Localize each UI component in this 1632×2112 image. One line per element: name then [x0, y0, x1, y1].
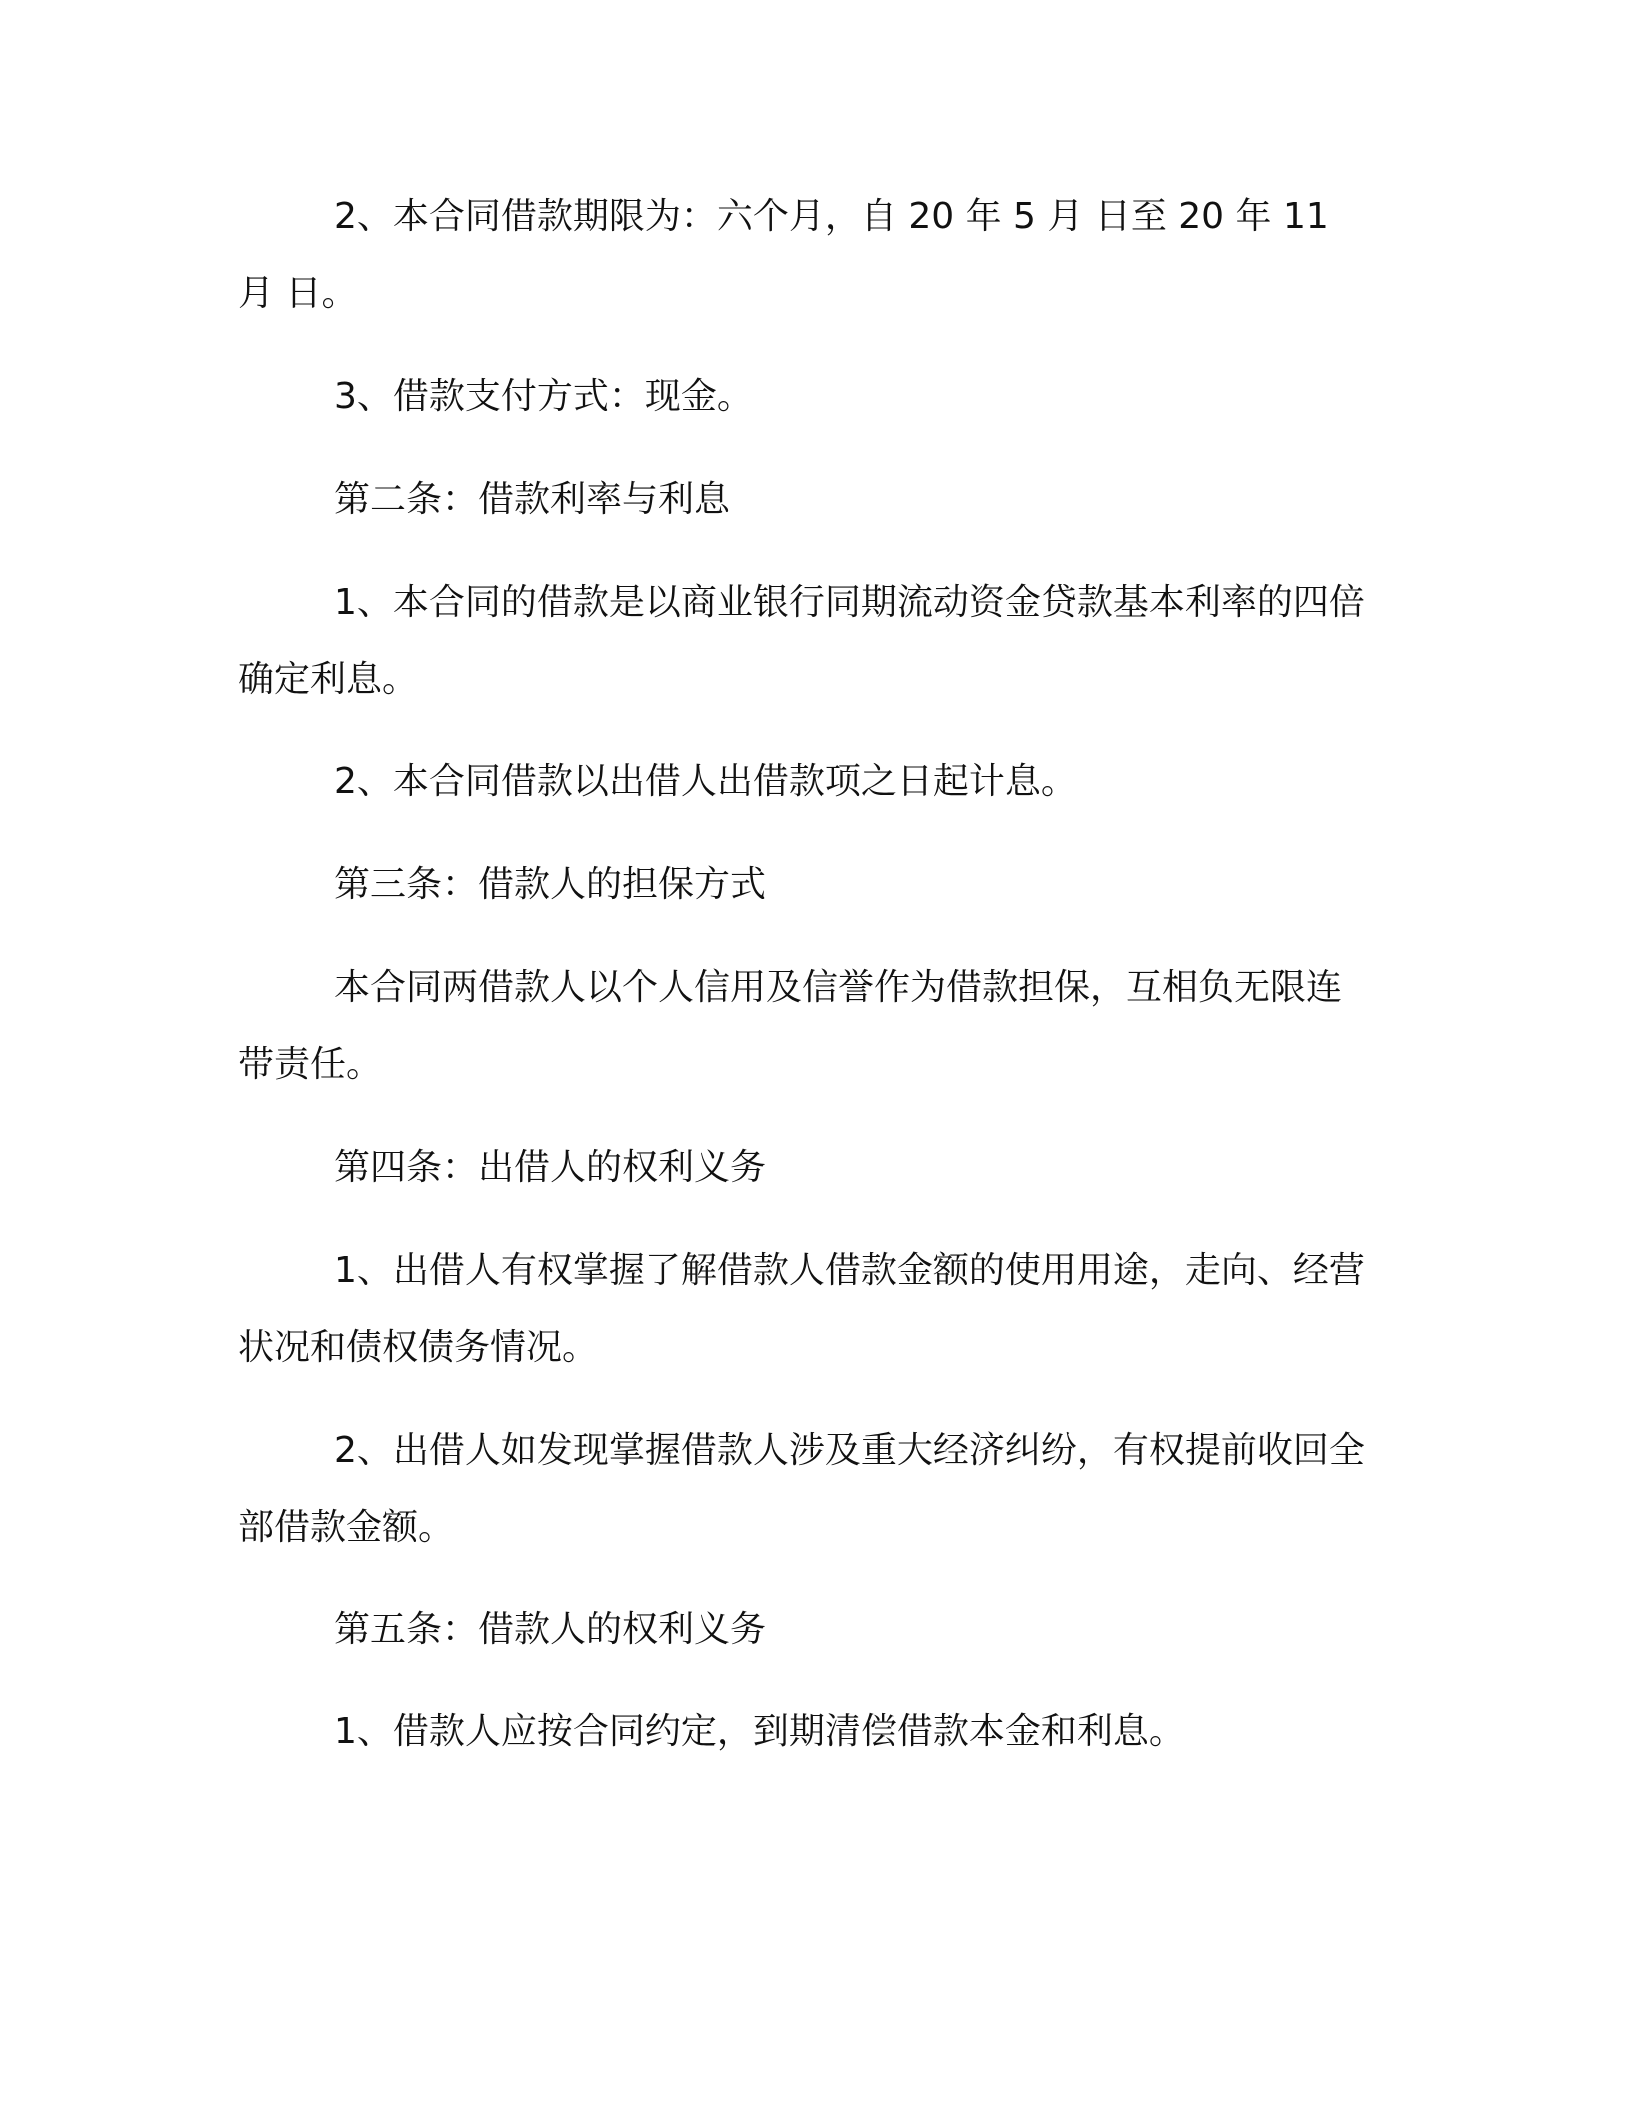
paragraph-lender-rights-two: 2、出借人如发现掌握借款人涉及重大经济纠纷，有权提前收回全部借款金额。 [238, 1430, 1365, 1548]
paragraph-loan-term: 2、本合同借款期限为：六个月，自 20 年 5 月 日至 20 年 11 月 日。 [238, 196, 1329, 314]
paragraph-lender-rights-one: 1、出借人有权掌握了解借款人借款金额的使用用途，走向、经营状况和债权债务情况。 [238, 1250, 1365, 1368]
paragraph-interest-rate: 1、本合同的借款是以商业银行同期流动资金贷款基本利率的四倍确定利息。 [238, 582, 1365, 700]
heading-article-five: 第五条：借款人的权利义务 [334, 1609, 767, 1650]
heading-article-four: 第四条：出借人的权利义务 [334, 1147, 767, 1188]
paragraph-guarantee: 本合同两借款人以个人信用及信誉作为借款担保，互相负无限连带责任。 [238, 967, 1343, 1085]
heading-article-two: 第二条：借款利率与利息 [334, 479, 731, 520]
paragraph-interest-start: 2、本合同借款以出借人出借款项之日起计息。 [334, 761, 1077, 802]
paragraph-borrower-duty-one: 1、借款人应按合同约定，到期清偿借款本金和利息。 [334, 1711, 1185, 1752]
paragraph-payment-method: 3、借款支付方式：现金。 [334, 376, 753, 417]
heading-article-three: 第三条：借款人的担保方式 [334, 864, 767, 905]
